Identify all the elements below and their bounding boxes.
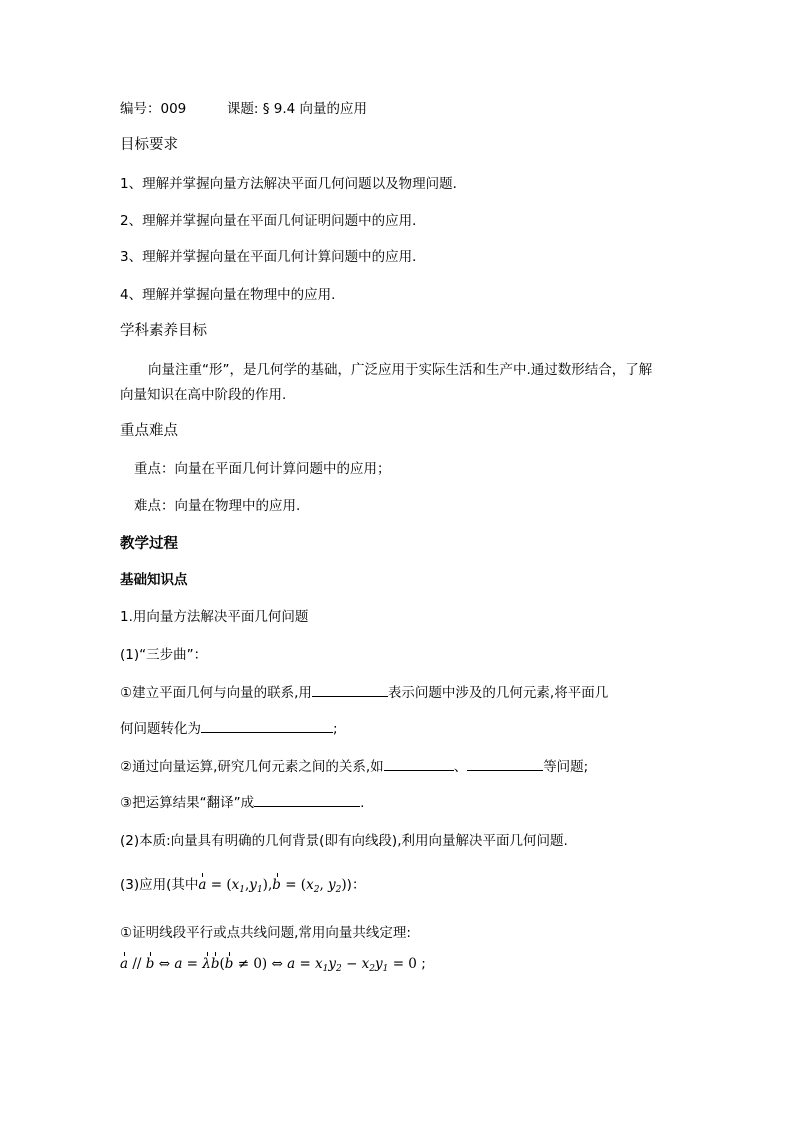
fill-blank[interactable] (312, 683, 388, 697)
keypoints-title: 重点难点 (120, 423, 178, 439)
application-line: (3)应用(其中$a = (x_1,y_1),b = (x_2$, $y_2$))： (120, 877, 366, 895)
process-title: 教学过程 (120, 536, 178, 552)
step1-line: ①建立平面几何与向量的联系,用 表示问题中涉及的几何元素,将平面几 (120, 685, 609, 701)
doc-number: 编号：009 (120, 101, 187, 117)
goal-item: 2、理解并掌握向量在平面几何证明问题中的应用． (120, 213, 426, 229)
goal-item: 4、理解并掌握向量在物理中的应用. (120, 287, 336, 303)
literacy-title: 学科素养目标 (120, 323, 207, 339)
steps-title: (1)“三步曲”： (120, 647, 208, 663)
fill-blank[interactable] (201, 719, 333, 733)
literacy-paragraph-line: 向量注重“形”，是几何学的基础，广泛应用于实际生活和生产中.通过数形结合，了解 (148, 362, 653, 378)
goal-item: 3、理解并掌握向量在平面几何计算问题中的应用． (120, 249, 426, 265)
collinear-formula: a // b ⇔ a = λb(b ≠ 0) ⇔ $a = x_1y_2 - x_2y_1 = 0$ ; (120, 956, 426, 974)
hard-point: 难点：向量在物理中的应用. (134, 498, 301, 514)
parallel-line: ①证明线段平行或点共线问题,常用向量共线定理: (120, 925, 411, 941)
essence-line: (2)本质:向量具有明确的几何背景(即有向线段),利用向量解决平面几何问题. (120, 833, 568, 849)
fill-blank[interactable] (467, 757, 543, 771)
doc-topic: 课题: § 9.4 向量的应用 (226, 101, 368, 117)
goal-item: 1、理解并掌握向量方法解决平面几何问题以及物理问题． (120, 176, 467, 192)
step1-line-continued: 何问题转化为 ; (120, 721, 338, 737)
fill-blank[interactable] (254, 793, 360, 807)
step2-line: ②通过向量运算,研究几何元素之间的关系,如 、 等问题; (120, 759, 589, 775)
goals-title: 目标要求 (120, 137, 178, 153)
literacy-paragraph-line: 向量知识在高中阶段的作用. (120, 387, 287, 403)
vector-formula: $a = (x_1,y_1),b = (x_2$, $y_2$) (198, 877, 347, 895)
fill-blank[interactable] (384, 757, 454, 771)
process-subtitle: 基础知识点 (120, 572, 188, 588)
doc-header (120, 100, 367, 118)
step3-line: ③把运算结果“翻译”成 . (120, 795, 365, 811)
key-point: 重点：向量在平面几何计算问题中的应用； (134, 461, 391, 477)
section-heading: 1.用向量方法解决平面几何问题 (120, 609, 309, 625)
